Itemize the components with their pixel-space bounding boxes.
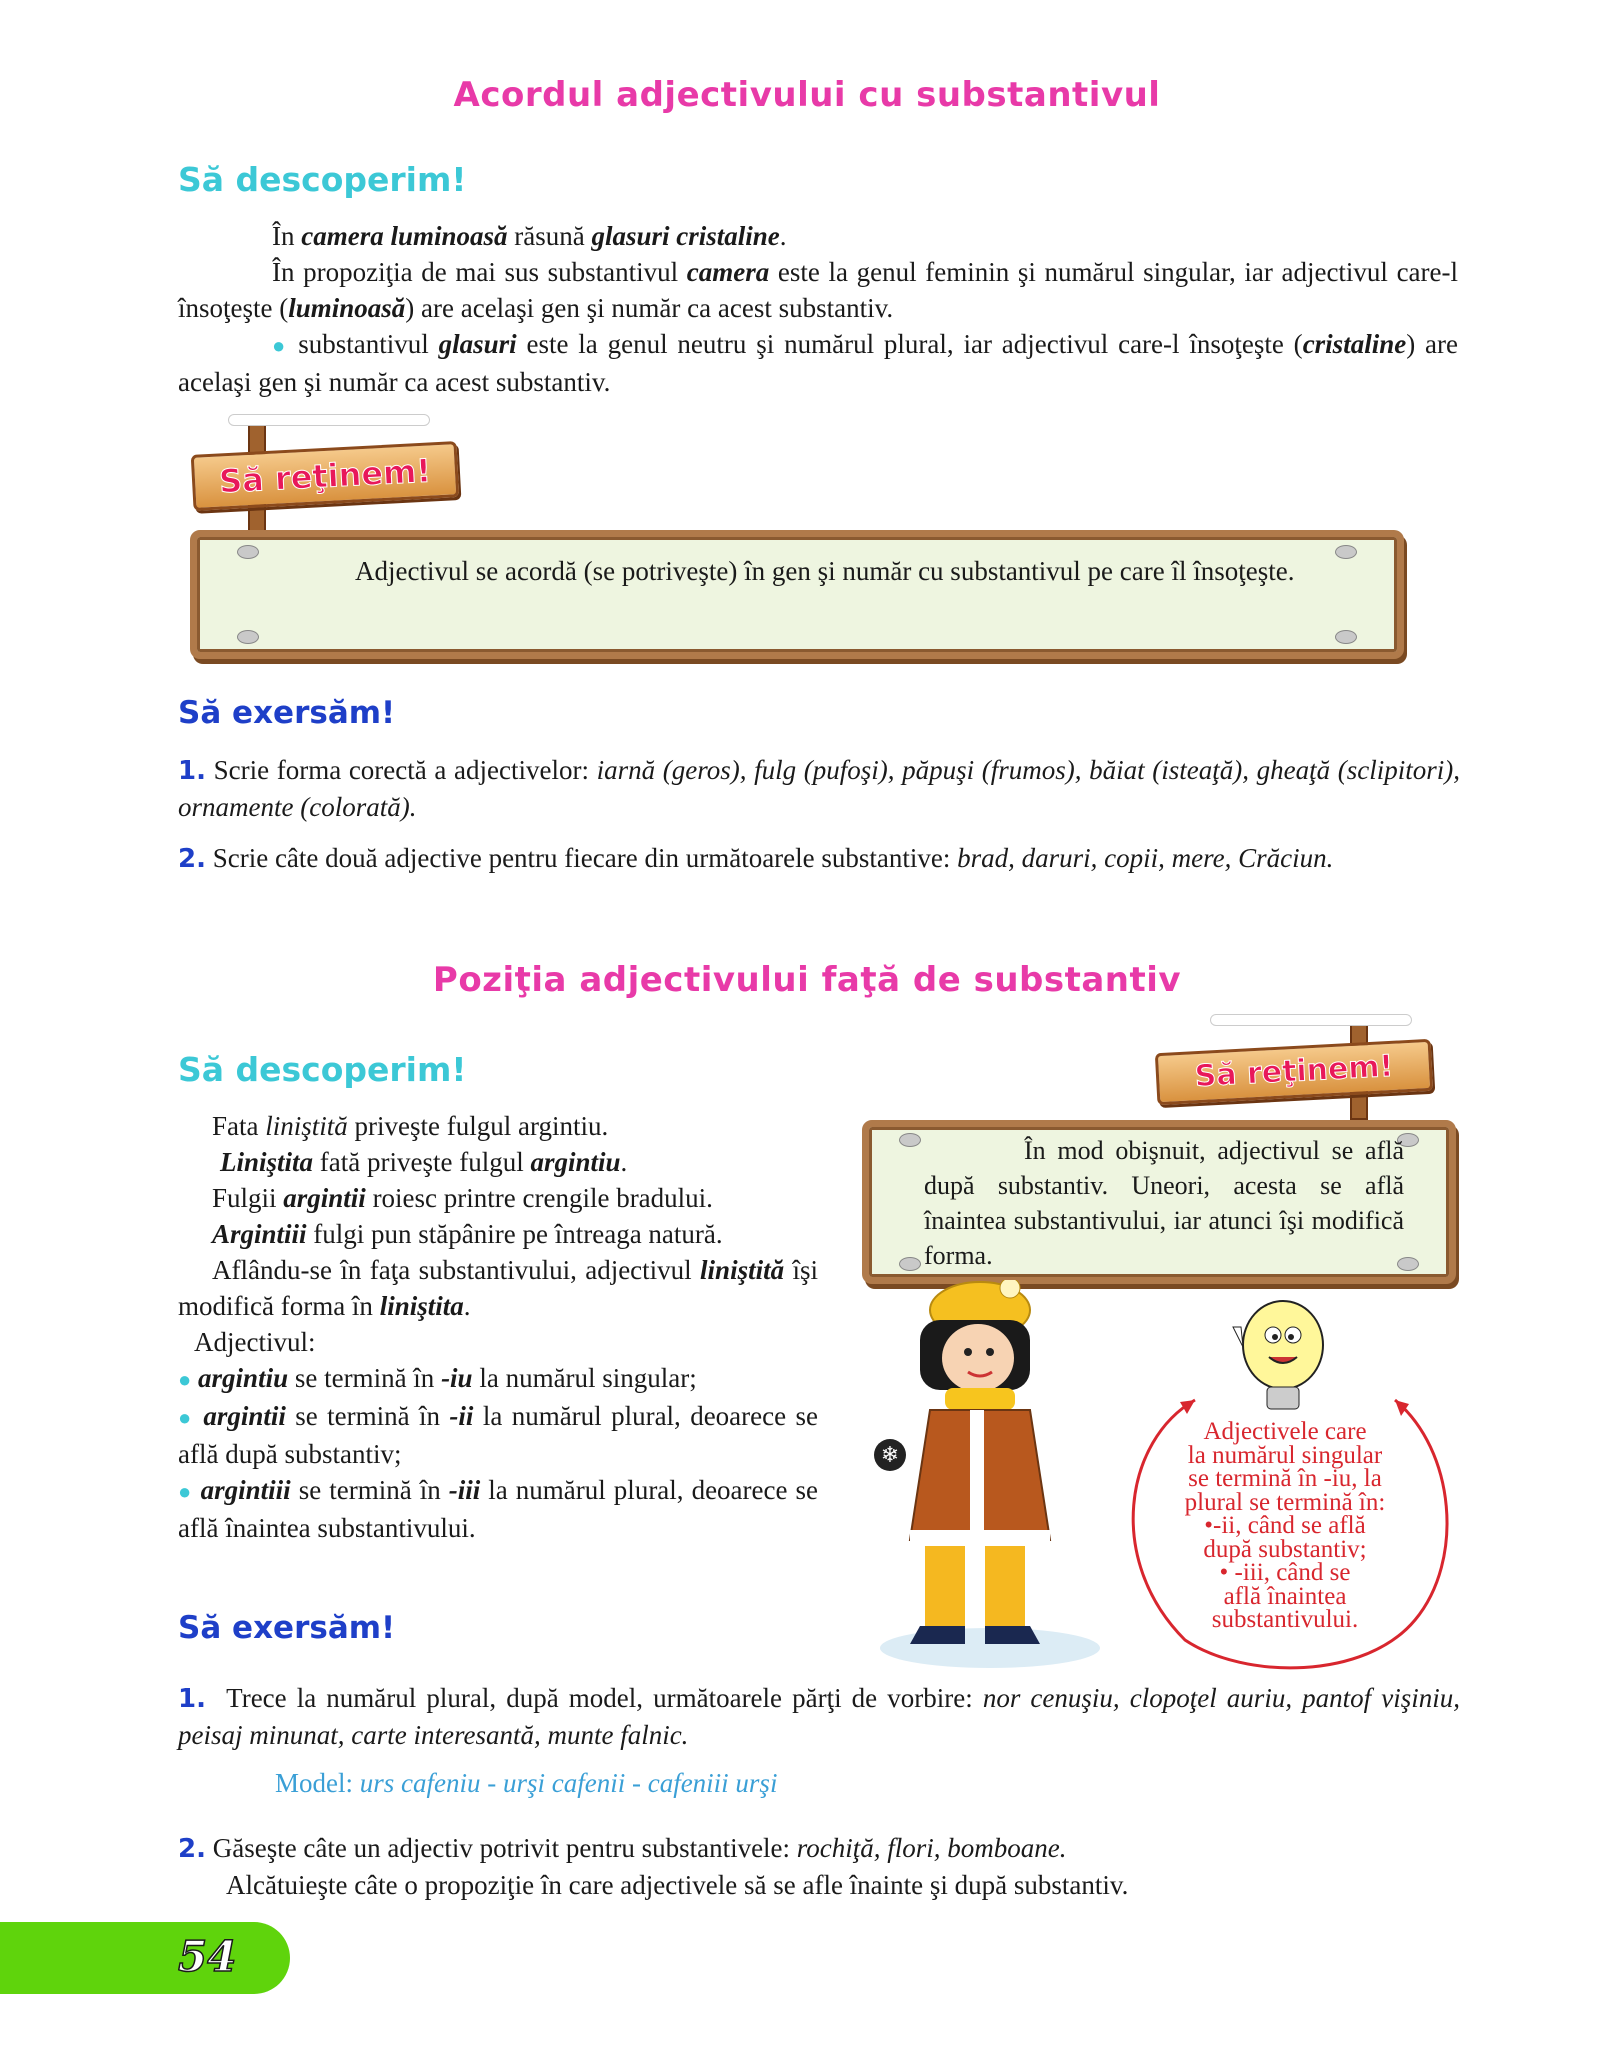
bullet-item: ● argintiu se termină în -iu la numărul singular; (178, 1363, 697, 1393)
discover-heading: Să descoperim! (178, 160, 467, 199)
exercise-1: 1. Scrie forma corectă a adjectivelor: iarnă (geros), fulg (pufoşi), păpuşi (frumos), băiat (isteaţă), gheaţă (sclipitori), ornamente (colorată). (178, 755, 1460, 822)
screw-icon (237, 630, 259, 644)
exercise-2: 2. Găseşte câte un adjectiv potrivit pentru substantivele: rochiţă, flori, bomboane. Alcătuieşte câte o propoziţie în care adjectivele să se afle înainte şi după substantiv. (178, 1833, 1129, 1900)
bullet-item: ● argintiii se termină în -iii la numărul plural, deoarece se află înaintea substantivului. (178, 1475, 819, 1543)
exercise-1: 1. Trece la numărul plural, după model, următoarele părţi de vorbire: nor cenuşiu, clopoţel auriu, pantof vişiniu, peisaj minunat, carte interesantă, munte falnic. (178, 1683, 1460, 1750)
snow-cap (1210, 1014, 1412, 1026)
screw-icon (899, 1257, 921, 1271)
section-title: Acordul adjectivului cu substantivul (453, 75, 1161, 115)
rule-text: În mod obişnuit, adjectivul se află după substantiv. Uneori, acesta se află înaintea substantivului, iar atunci îşi modifică forma. (924, 1136, 1404, 1270)
example-line: Fata liniştită priveşte fulgul argintiu. (212, 1111, 609, 1141)
model-line: Model: urs cafeniu - urşi cafenii - cafeniii urşi (275, 1768, 778, 1798)
example-line: Fulgii argintii roiesc printre crengile bradului. (212, 1183, 713, 1213)
retinem-sign (1150, 1010, 1440, 1120)
paragraph (178, 218, 1458, 400)
section-title: Poziţia adjectivului faţă de substantiv (432, 960, 1182, 1000)
bullet-item: ● argintii se termină în -ii la numărul plural, deoarece se află după substantiv; (178, 1401, 818, 1469)
rule-board (862, 1120, 1456, 1284)
explanation-1: În propoziţia de mai sus substantivul camera este la genul feminin şi numărul singular, iar adjectivul care-l însoţeşte (luminoasă) are acelaşi gen şi număr ca acest substantiv. (178, 257, 1458, 323)
child-illustration (850, 1280, 1110, 1670)
example-line: Liniştita fată priveşte fulgul argintiu. (220, 1147, 628, 1177)
example-line: Argintiii fulgi pun stăpânire pe întreaga natură. (212, 1219, 723, 1249)
example-sentence: În camera luminoasă răsună glasuri cristaline. (272, 221, 787, 251)
screw-icon (1335, 630, 1357, 644)
screw-icon (1335, 545, 1357, 559)
discover-heading: Să descoperim! (178, 1050, 467, 1089)
bullet-icon: ● (178, 1367, 192, 1392)
sign-board: Să reţinem! (1155, 1039, 1433, 1105)
sign-board: Să reţinem! (191, 441, 460, 511)
note-circle (1105, 1380, 1475, 1670)
note-text: Adjectivele care la numărul singular se termină în -iu, la plural se termină în: •-ii, când se află după substantiv; • -iii, când se află înaintea substantivului. (1184, 1418, 1386, 1633)
screw-icon (899, 1133, 921, 1147)
bullet-icon: ● (178, 1479, 193, 1504)
rule-text: Adjectivul se acordă (se potriveşte) în gen şi număr cu substantivul pe care îl însoţeşte. (355, 556, 1295, 586)
exercise-2: 2. Scrie câte două adjective pentru fiecare din următoarele substantive: brad, daruri, copii, mere, Crăciun. (178, 843, 1334, 874)
retinem-sign (188, 410, 478, 530)
adjectivul-label: Adjectivul: (194, 1327, 316, 1357)
bullet-icon: ● (178, 1405, 194, 1430)
page-number-tab (0, 1922, 290, 1994)
examples-block (178, 1108, 818, 1546)
rule-board (190, 530, 1404, 659)
bullet-icon: ● (272, 333, 289, 358)
exercise-heading: Să exersăm! (178, 1610, 396, 1646)
svg-text:❄: ❄ (880, 1442, 900, 1467)
page-number: 54 (178, 1932, 237, 1981)
modification-text: Aflându-se în faţa substantivului, adjectivul liniştită îşi modifică forma în liniştita. (178, 1255, 818, 1321)
snow-cap (228, 414, 430, 426)
explanation-2: ● substantivul glasuri este la genul neutru şi numărul plural, iar adjectivul care-l însoţeşte (cristaline) are acelaşi gen şi număr ca acest substantiv. (178, 329, 1458, 397)
child-in-winter-clothes-icon (850, 1280, 1110, 1670)
exercise-heading: Să exersăm! (178, 695, 396, 731)
